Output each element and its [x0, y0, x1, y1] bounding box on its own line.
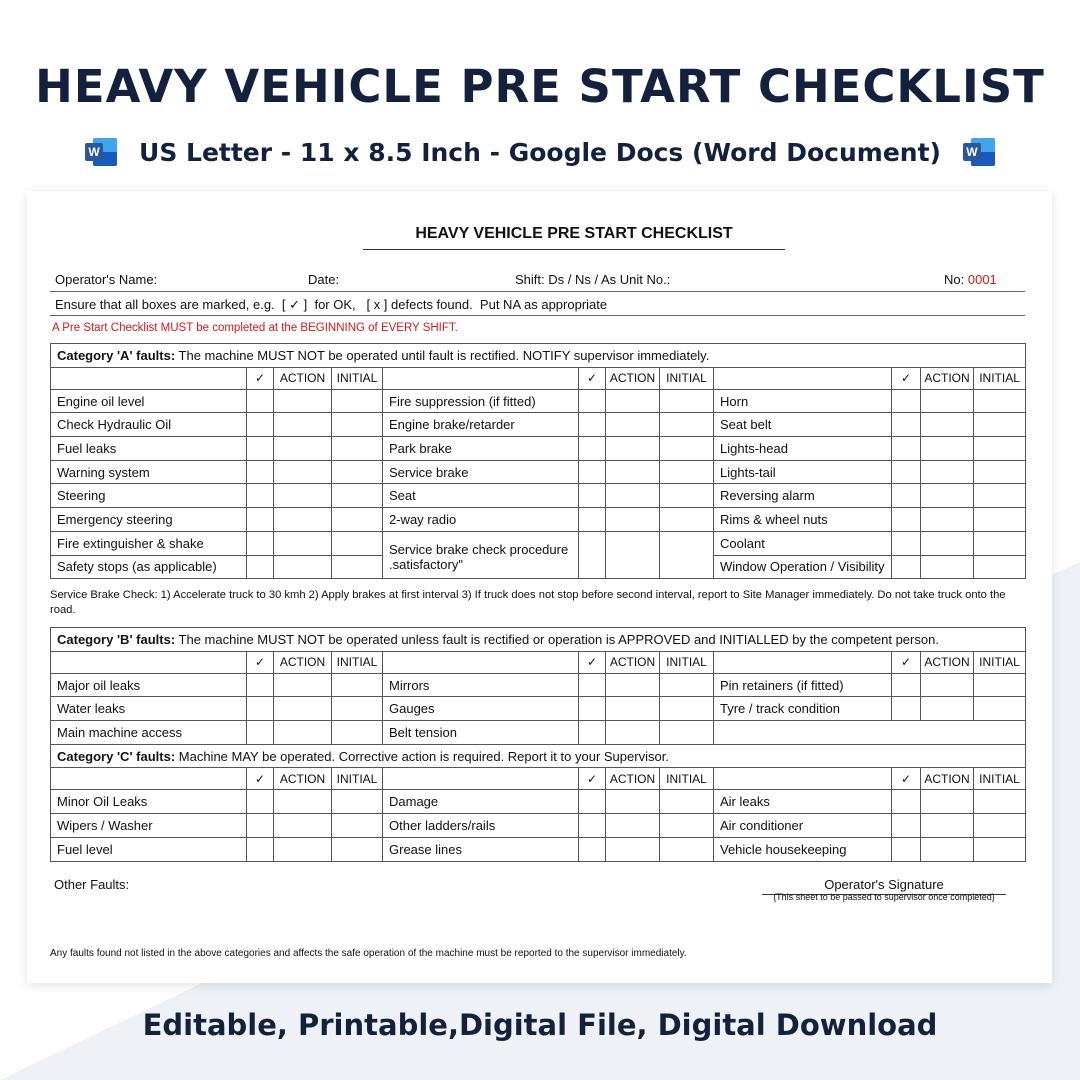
signature-label: Operator's Signature — [824, 877, 944, 892]
promo-subtitle-row — [0, 132, 1080, 172]
promo-subtitle: US Letter - 11 x 8.5 Inch - Google Docs (Word Document) — [139, 137, 941, 167]
document-title: HEAVY VEHICLE PRE START CHECKLIST — [363, 225, 785, 250]
table-row: Steering Seat Reversing alarm — [51, 484, 1026, 508]
category-bc-table — [50, 627, 1026, 862]
table-row: Fire extinguisher & shake Service brake check procedure .satisfactory" Coolant — [51, 531, 1026, 555]
table-row: Fuel leaks Park brake Lights-head — [51, 437, 1026, 461]
promo-title: HEAVY VEHICLE PRE START CHECKLIST — [35, 60, 1045, 113]
category-c-header: Category 'C' faults: Machine MAY be operated. Corrective action is required. Report it to your Supervisor. — [51, 744, 1026, 768]
word-icon: W — [85, 136, 117, 168]
footnote: Any faults found not listed in the above categories and affects the safe operation of the machine must be reported to the supervisor immediately. — [50, 948, 687, 959]
operator-name-label: Operator's Name: — [55, 272, 158, 287]
shift-warning: A Pre Start Checklist MUST be completed at the BEGINNING of EVERY SHIFT. — [52, 322, 458, 334]
table-row: Water leaks Gauges Tyre / track condition — [51, 697, 1026, 721]
table-row: Main machine access Belt tension — [51, 721, 1026, 745]
shift-label: Shift: Ds / Ns / As Unit No.: — [515, 272, 671, 287]
category-b-header: Category 'B' faults: The machine MUST NOT be operated unless fault is rectified or operation is APPROVED and INITIALLED by the competent person. — [51, 628, 1026, 652]
table-row: Minor Oil Leaks Damage Air leaks — [51, 790, 1026, 814]
bottom-tagline: Editable, Printable,Digital File, Digital Download — [142, 1008, 938, 1042]
instruction-row — [50, 295, 1025, 316]
signature-note: (This sheet to be passed to supervisor once completed) — [773, 892, 995, 902]
instruction-text: Ensure that all boxes are marked, e.g. [ ✓ ] for OK, [ x ] defects found. Put NA as appropriate — [55, 297, 608, 312]
column-header-row: ✓ ACTION INITIAL ✓ ACTION INITIAL ✓ ACTION INITIAL — [51, 768, 1026, 790]
column-header-row: ✓ ACTION INITIAL ✓ ACTION INITIAL ✓ ACTION INITIAL — [51, 651, 1026, 673]
table-row: Engine oil level Fire suppression (if fitted) Horn — [51, 389, 1026, 413]
number-field — [944, 272, 997, 287]
table-row: Safety stops (as applicable) Window Operation / Visibility — [51, 555, 1026, 579]
table-row: Emergency steering 2-way radio Rims & wheel nuts — [51, 508, 1026, 532]
word-icon: W — [963, 136, 995, 168]
other-faults-label: Other Faults: — [54, 877, 130, 892]
operator-signature-block — [762, 877, 1006, 902]
table-row: Major oil leaks Mirrors Pin retainers (if fitted) — [51, 673, 1026, 697]
signature-line[interactable] — [762, 892, 1006, 902]
number-label: No: — [944, 272, 965, 287]
table-row: Check Hydraulic Oil Engine brake/retarder Seat belt — [51, 413, 1026, 437]
date-label: Date: — [308, 272, 340, 287]
service-brake-note: Service Brake Check: 1) Accelerate truck to 30 kmh 2) Apply brakes at first interval 3) If truck does not stop before second interval, report to Site Manager immediately. Do not take truck onto the road. — [50, 589, 1006, 616]
column-header-row: ✓ ACTION INITIAL ✓ ACTION INITIAL ✓ ACTION INITIAL — [51, 367, 1026, 389]
category-a-table — [50, 343, 1026, 579]
checklist-sheet — [27, 191, 1052, 983]
header-info-row — [50, 271, 1025, 292]
category-a-header: Category 'A' faults: The machine MUST NOT be operated until fault is rectified. NOTIFY supervisor immediately. — [51, 344, 1026, 368]
table-row: Fuel level Grease lines Vehicle housekeeping — [51, 837, 1026, 861]
service-brake-procedure-cell: Service brake check procedure .satisfactory" — [383, 531, 579, 578]
table-row: Warning system Service brake Lights-tail — [51, 460, 1026, 484]
table-row: Wipers / Washer Other ladders/rails Air conditioner — [51, 814, 1026, 838]
number-value: 0001 — [967, 272, 997, 287]
